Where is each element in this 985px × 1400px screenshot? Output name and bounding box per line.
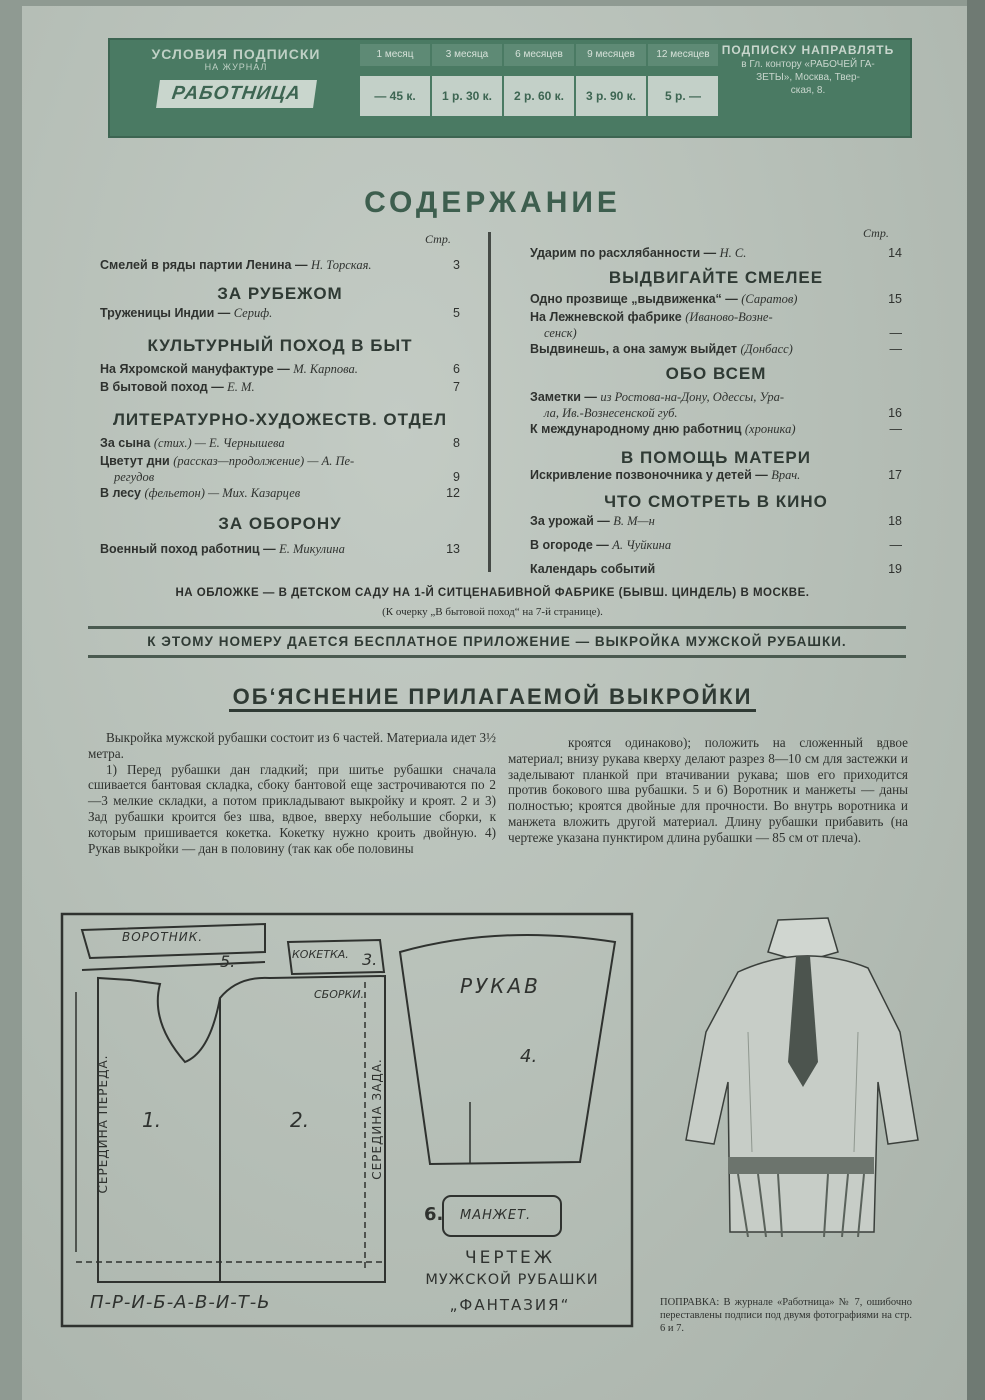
cuff-label: МАНЖЕТ. [460, 1208, 532, 1223]
entry-author: (стих.) — Е. Чернышева [153, 436, 285, 450]
entry-title: В огороде — [530, 538, 613, 552]
contents-entry [544, 326, 916, 341]
entry-author: Н. С. [719, 246, 747, 260]
price-6: 2 р. 60 к. [504, 76, 574, 116]
belt [728, 1157, 874, 1174]
contents-entry [100, 486, 460, 501]
back-middle-label: СЕРЕДИНА ЗАДА. [370, 1058, 384, 1180]
entry-title: На Лежневской фабрике [530, 310, 686, 324]
entry-page: — [889, 326, 902, 340]
entry-page: 17 [888, 468, 902, 482]
contents-entry [530, 342, 902, 357]
entry-page: 16 [888, 406, 902, 420]
collar-label: ВОРОТНИК. [122, 930, 204, 944]
page-header-left: Стр. [425, 232, 451, 246]
contents-entry [100, 306, 460, 321]
drawing-caption-1: ЧЕРТЕЖ [464, 1248, 556, 1268]
contents-entry [100, 380, 460, 395]
subscription-subtitle: НА ЖУРНАЛ [204, 62, 268, 72]
subscription-title: УСЛОВИЯ ПОДПИСКИ [151, 46, 321, 62]
address-line: ЗЕТЫ», Москва, Твер- [756, 72, 860, 83]
entry-page: 7 [453, 380, 460, 394]
price-12: 5 р. — [648, 76, 718, 116]
entry-page: 8 [453, 436, 460, 450]
contents-right-column [530, 222, 905, 582]
contents-entry [530, 538, 902, 553]
article-heading [0, 684, 985, 710]
entry-author: ла, Ив.-Вознесенской губ. [544, 406, 678, 420]
entry-author: регудов [114, 470, 155, 484]
entry-author: из Ростова-на-Дону, Одессы, Ура- [600, 390, 785, 404]
subscription-box [108, 38, 912, 138]
entry-page: 18 [888, 514, 902, 528]
entry-page: 9 [453, 470, 460, 484]
entry-page: — [889, 422, 902, 436]
entry-page: 5 [453, 306, 460, 320]
contents-section-heading: ЗА ОБОРОНУ [218, 514, 342, 533]
period-9: 9 месяцев [576, 44, 646, 66]
subscription-heading [116, 44, 356, 132]
entry-author: (Саратов) [741, 292, 798, 306]
contents-entry [530, 562, 902, 577]
entry-title: За сына [100, 436, 154, 450]
entry-author: М. Карпова. [293, 362, 358, 376]
shirt-illustration [678, 912, 928, 1237]
entry-author: (хроника) [744, 422, 796, 436]
contents-entry [530, 468, 902, 483]
pattern-labels [60, 912, 635, 1332]
contents-section-heading: ЗА РУБЕЖОМ [217, 284, 343, 303]
contents-entry [530, 292, 902, 307]
entry-author: Н. Торская. [310, 258, 372, 272]
entry-title: Военный поход работниц — [100, 542, 280, 556]
entry-title: Цветут дни [100, 454, 174, 468]
price-3: 1 р. 30 к. [432, 76, 502, 116]
entry-title: Заметки — [530, 390, 601, 404]
collar-number: 5. [220, 952, 236, 971]
entry-author: (фельетон) — Мих. Казарцев [144, 486, 301, 500]
entry-title: Выдвинешь, а она замуж выйдет [530, 342, 741, 356]
entry-title: К международному дню работниц [530, 422, 745, 436]
address-title: ПОДПИСКУ НАПРАВЛЯТЬ [721, 43, 895, 57]
price-1: — 45 к. [360, 76, 430, 116]
contents-entry [544, 406, 916, 421]
entry-author: Е. Микулина [279, 542, 345, 556]
contents-entry [530, 514, 902, 529]
contents-entry [100, 436, 460, 451]
yoke-label: КОКЕТКА. [292, 948, 349, 961]
price-9: 3 р. 90 к. [576, 76, 646, 116]
yoke-number: 3. [362, 950, 378, 969]
front-number: 1. [142, 1108, 162, 1132]
subscription-address [710, 44, 906, 97]
period-6: 6 месяцев [504, 44, 574, 66]
address-line: в Гл. контору «РАБОЧЕЙ ГА- [741, 59, 875, 70]
entry-title: На Яхромской мануфактуре — [100, 362, 294, 376]
entry-title: Одно прозвище „выдвиженка“ — [530, 292, 742, 306]
add-label: П-Р-И-Б-А-В-И-Т-Ь [90, 1292, 271, 1313]
entry-page: 13 [446, 542, 460, 556]
contents-entry [100, 258, 460, 273]
contents-entry [530, 310, 902, 325]
contents-left-column [100, 230, 480, 570]
article-column-1 [88, 730, 496, 856]
magazine-logo: РАБОТНИЦА [156, 80, 317, 108]
contents-divider [488, 232, 491, 572]
entry-page: 6 [453, 362, 460, 376]
contents-entry [100, 362, 460, 377]
supplement-banner: К ЭТОМУ НОМЕРУ ДАЕТСЯ БЕСПЛАТНОЕ ПРИЛОЖЕНИЕ — ВЫКРОЙКА МУЖСКОЙ РУБАШКИ. [88, 626, 906, 658]
entry-page: 12 [446, 486, 460, 500]
contents-entry [100, 542, 460, 557]
entry-page: 19 [888, 562, 902, 576]
entry-page: — [889, 538, 902, 552]
entry-author: Е. М. [227, 380, 255, 394]
cover-note: НА ОБЛОЖКЕ — В ДЕТСКОМ САДУ НА 1-Й СИТЦЕНАБИВНОЙ ФАБРИКЕ (БЫВШ. ЦИНДЕЛЬ) В МОСКВЕ. [175, 587, 810, 599]
period-12: 12 месяцев [648, 44, 718, 66]
entry-title: За урожай — [530, 514, 614, 528]
period-3: 3 месяца [432, 44, 502, 66]
entry-page: 15 [888, 292, 902, 306]
article-text-1 [88, 730, 496, 856]
contents-entry [100, 454, 460, 469]
entry-title: Ударим по расхлябанности — [530, 246, 720, 260]
entry-author: А. Чуйкина [612, 538, 672, 552]
entry-title: Искривление позвоночника у детей — [530, 468, 772, 482]
entry-author: (Донбасс) [740, 342, 793, 356]
sleeve-number: 4. [520, 1046, 538, 1067]
sleeve-label: РУКАВ [460, 974, 541, 998]
entry-author: В. М—н [613, 514, 655, 528]
entry-page: — [889, 342, 902, 356]
entry-title: Смелей в ряды партии Ленина — [100, 258, 311, 272]
entry-page: 3 [453, 258, 460, 272]
entry-title: В бытовой поход — [100, 380, 228, 394]
correction-note: ПОПРАВКА: В журнале «Работница» № 7, ошибочно переставлены подписи под двумя фотографиями на стр. 6 и 7. [660, 1297, 912, 1334]
back-number: 2. [290, 1108, 310, 1132]
contents-entry [530, 422, 902, 437]
article-column-2: кроятся одинаково); положить на сложенный вдвое материал; внизу рукава кверху делают разрез 8—10 см для застежки и заделывают планкой при втачивании рукава; шов его приходится против бокового шва рубашки. 5 и 6) Воротник и манжеты — даны полностью; кроятся двойные для прочности. Во внутрь воротника и манжета вложить другой материал. Длину рубашки прибавить (на чертеже указана пунктиром длина рубашки — 85 см от плеча). [508, 735, 908, 845]
drawing-caption-3: „ФАНТАЗИЯ“ [449, 1296, 571, 1314]
contents-section-heading: ВЫДВИГАЙТЕ СМЕЛЕЕ [608, 268, 824, 287]
entry-author: сенск) [544, 326, 577, 340]
address-line: ская, 8. [790, 85, 826, 96]
entry-author: Врач. [771, 468, 801, 482]
cuff-number: 6. [424, 1204, 444, 1225]
entry-author: Сериф. [233, 306, 273, 320]
gathers-label: СБОРКИ. [314, 988, 365, 1001]
cover-reference: (К очерку „В бытовой поход“ на 7-й странице). [382, 606, 603, 618]
front-middle-label: СЕРЕДИНА ПЕРЕДА. [96, 1054, 110, 1194]
contents-section-heading: КУЛЬТУРНЫЙ ПОХОД В БЫТ [147, 336, 413, 355]
contents-entry [530, 390, 902, 405]
article-title: ОБ‘ЯСНЕНИЕ ПРИЛАГАЕМОЙ ВЫКРОЙКИ [229, 684, 757, 712]
contents-section-heading: ОБО ВСЕМ [665, 364, 767, 383]
entry-author: (рассказ—продолжение) — А. Пе- [173, 454, 355, 468]
article-paragraph: Выкройка мужской рубашки состоит из 6 частей. Материала идет 3½ метра. [88, 730, 496, 761]
contents-section-heading: ЧТО СМОТРЕТЬ В КИНО [604, 492, 828, 511]
drawing-caption-2: МУЖСКОЙ РУБАШКИ [425, 1272, 599, 1288]
contents-entry [530, 246, 902, 261]
contents-title: СОДЕРЖАНИЕ [364, 186, 621, 219]
contents-section-heading: ЛИТЕРАТУРНО-ХУДОЖЕСТВ. ОТДЕЛ [113, 410, 447, 429]
entry-title: В лесу [100, 486, 145, 500]
page-header-right: Стр. [863, 226, 889, 240]
contents-section-heading: В ПОМОЩЬ МАТЕРИ [621, 448, 811, 467]
contents-entry [114, 470, 474, 485]
article-paragraph: 1) Перед рубашки дан гладкий; при шитье рубашки сначала сшивается бантовая складка, сбоку бантовой еще застрочиваются по 2—3 мелкие складки, а потом прикладывают выкройку и кроят. 2 и 3) Зад рубашки кроится без шва, вдвое, вверху небольшие сборки, к которым пришивается кокетка. Кокетку нужно кроить двойную. 4) Рукав выкройки — дан в половину (так как обе половины [88, 761, 496, 856]
period-1: 1 месяц [360, 44, 430, 66]
entry-title: Календарь событий [530, 562, 656, 576]
entry-page: 14 [888, 246, 902, 260]
entry-author: (Иваново-Возне- [685, 310, 773, 324]
entry-title: Труженицы Индии — [100, 306, 234, 320]
